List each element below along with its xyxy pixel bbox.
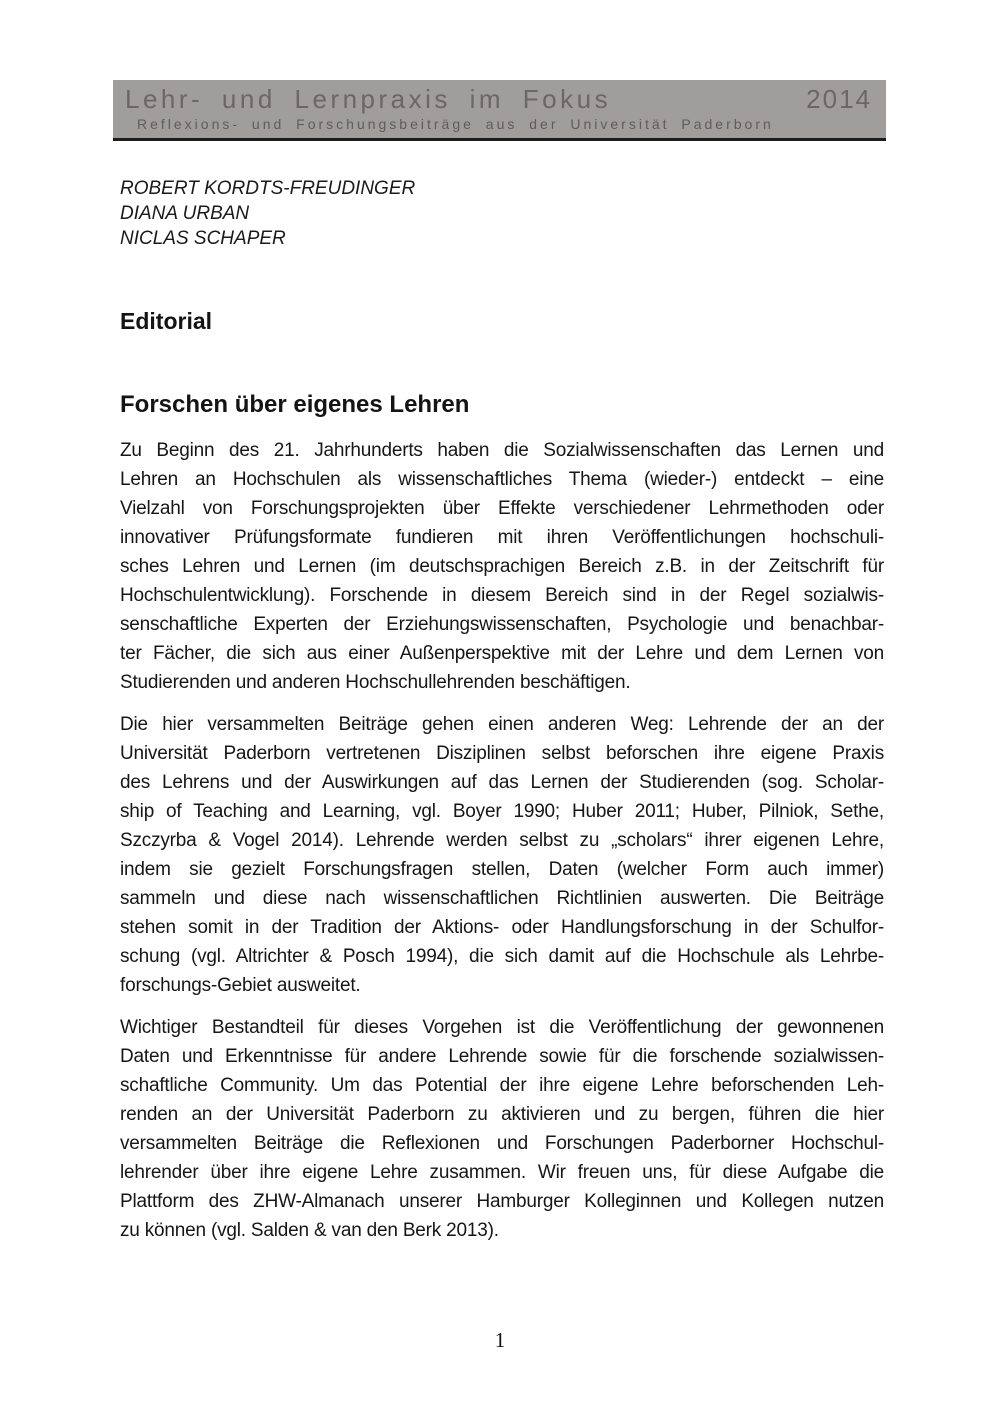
- text-line: forschungs-Gebiet ausweitet.: [120, 975, 361, 996]
- text-line: Szczyrba & Vogel 2014). Lehrende werden selbst zu „scholars“ ihrer eigenen Lehre,: [120, 830, 884, 851]
- text-line: lehrender über ihre eigene Lehre zusammen. Wir freuen uns, für diese Aufgabe die: [120, 1162, 884, 1183]
- editorial-heading: Editorial: [120, 308, 213, 334]
- text-line: indem sie gezielt Forschungsfragen stellen, Daten (welcher Form auch immer): [120, 859, 884, 880]
- text-line: sammeln und diese nach wissenschaftlichen Richtlinien auswerten. Die Beiträge: [120, 888, 884, 909]
- text-line: Zu Beginn des 21. Jahrhunderts haben die Sozialwissenschaften das Lernen und: [120, 440, 884, 461]
- author-name: ROBERT KORDTS-FREUDINGER: [120, 178, 416, 199]
- text-line: des Lehrens und der Auswirkungen auf das Lernen der Studierenden (sog. Scholar-: [120, 772, 884, 793]
- text-line: ship of Teaching and Learning, vgl. Boyer 1990; Huber 2011; Huber, Pilniok, Sethe,: [120, 801, 884, 822]
- text-line: ter Fächer, die sich aus einer Außenperspektive mit der Lehre und dem Lernen von: [120, 643, 884, 664]
- journal-subtitle: Reflexions- und Forschungsbeiträge aus der Universität Paderborn: [137, 116, 774, 132]
- paragraph-publication: [120, 1013, 884, 1245]
- article-content: [120, 176, 884, 1245]
- text-line: Vielzahl von Forschungsprojekten über Effekte verschiedener Lehrmethoden oder: [120, 498, 884, 519]
- journal-year: 2014: [806, 84, 872, 114]
- text-line: stehen somit in der Tradition der Aktions- oder Handlungsforschung in der Schulfor-: [120, 917, 884, 938]
- text-line: Hochschulentwicklung). Forschende in diesem Bereich sind in der Regel sozialwis-: [120, 585, 884, 606]
- text-line: Die hier versammelten Beiträge gehen einen anderen Weg: Lehrende der an der: [120, 714, 884, 735]
- section-heading: Forschen über eigenes Lehren: [120, 391, 470, 418]
- page-footer: [0, 1328, 1000, 1353]
- author-list: [120, 176, 884, 251]
- text-line: Studierenden und anderen Hochschullehrenden beschäftigen.: [120, 672, 631, 693]
- text-line: Wichtiger Bestandteil für dieses Vorgehen ist die Veröffentlichung der gewonnenen: [120, 1017, 884, 1038]
- text-line: schung (vgl. Altrichter & Posch 1994), die sich damit auf die Hochschule als Lehrbe-: [120, 946, 884, 967]
- text-line: Daten und Erkenntnisse für andere Lehrende sowie für die forschende sozialwissen-: [120, 1046, 884, 1067]
- text-line: Universität Paderborn vertretenen Disziplinen selbst beforschen ihre eigene Praxis: [120, 743, 884, 764]
- text-line: renden an der Universität Paderborn zu aktivieren und zu bergen, führen die hier: [120, 1104, 884, 1125]
- journal-title: Lehr- und Lernpraxis im Fokus: [125, 84, 612, 114]
- page-number: 1: [494, 1328, 506, 1352]
- text-line: innovativer Prüfungsformate fundieren mit ihren Veröffentlichungen hochschuli-: [120, 527, 884, 548]
- journal-header-title-row: [125, 84, 872, 115]
- journal-header-banner: [113, 80, 886, 141]
- paragraph-intro: [120, 436, 884, 697]
- paragraph-scholarship: [120, 710, 884, 1000]
- text-line: Plattform des ZHW-Almanach unserer Hamburger Kolleginnen und Kollegen nutzen: [120, 1191, 884, 1212]
- author-name: DIANA URBAN: [120, 203, 250, 224]
- text-line: versammelten Beiträge die Reflexionen und Forschungen Paderborner Hochschul-: [120, 1133, 884, 1154]
- text-line: senschaftliche Experten der Erziehungswissenschaften, Psychologie und benachbar-: [120, 614, 884, 635]
- text-line: zu können (vgl. Salden & van den Berk 2013).: [120, 1220, 499, 1241]
- text-line: sches Lehren und Lernen (im deutschsprachigen Bereich z.B. in der Zeitschrift für: [120, 556, 884, 577]
- text-line: schaftliche Community. Um das Potential der ihre eigene Lehre beforschenden Leh-: [120, 1075, 884, 1096]
- text-line: Lehren an Hochschulen als wissenschaftliches Thema (wieder-) entdeckt – eine: [120, 469, 884, 490]
- author-name: NICLAS SCHAPER: [120, 228, 286, 249]
